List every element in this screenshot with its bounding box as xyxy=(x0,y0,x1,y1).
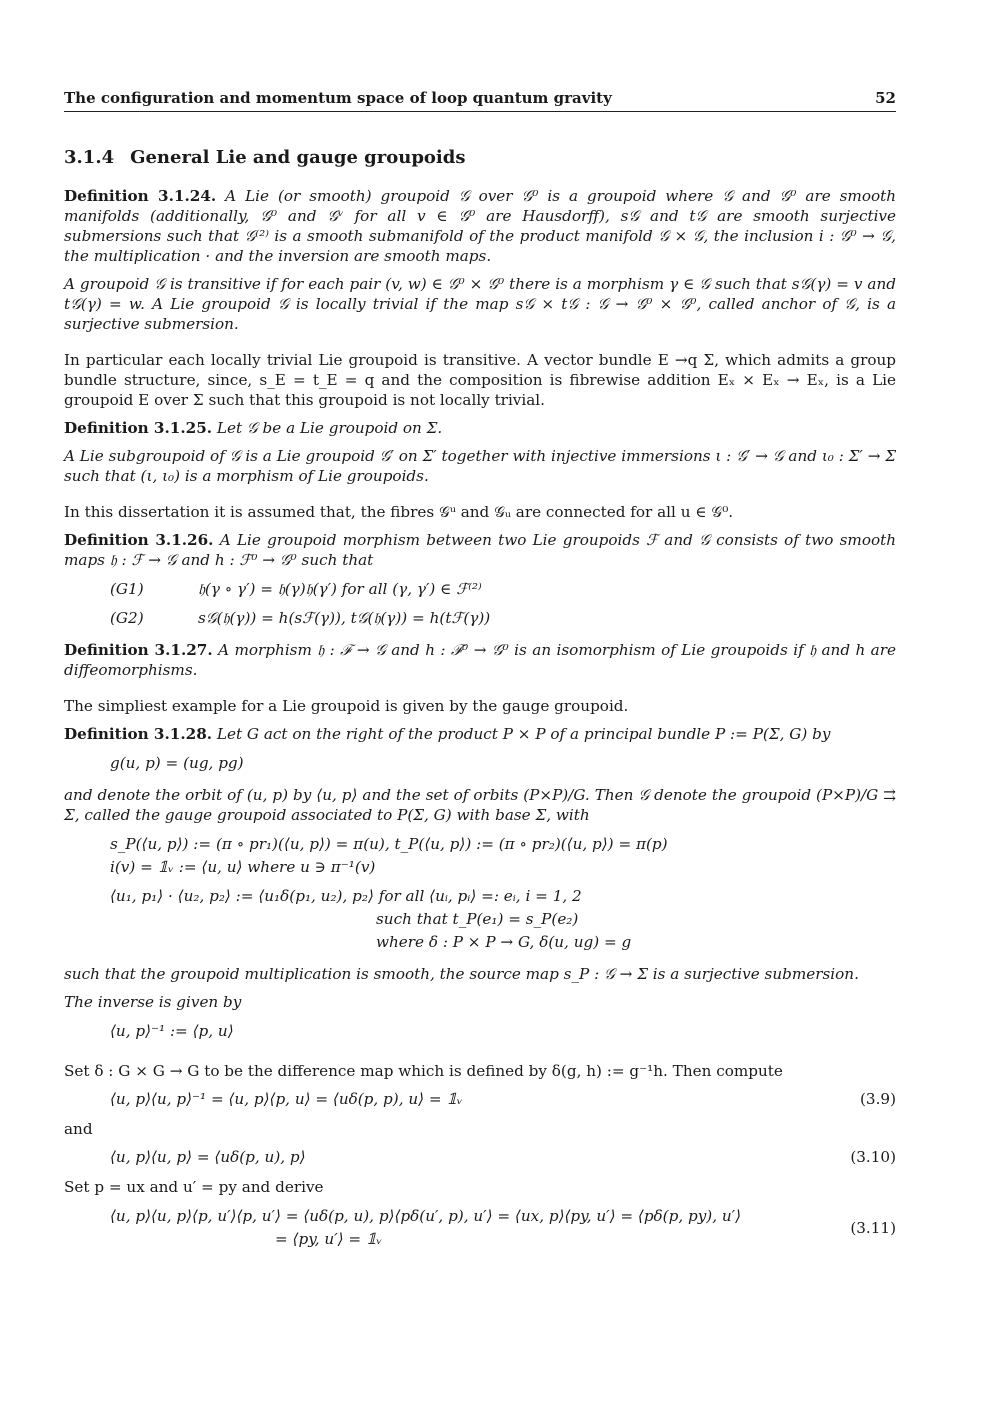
page xyxy=(64,88,896,1261)
condition-label: (G2) xyxy=(110,609,144,627)
equation-inverse xyxy=(110,1020,896,1043)
page-number: 52 xyxy=(875,89,896,107)
equation-source-target xyxy=(110,833,896,954)
definition-text: A Lie groupoid morphism between two Lie groupoids ℱ and 𝒢 consists of two smooth maps 𝔥 : ℱ → 𝒢 and h : ℱ⁰ → 𝒢⁰ such that xyxy=(64,531,897,569)
equation-line: ⟨u, p⟩⟨u, p⟩⟨p, u′⟩⟨p, u′⟩ = ⟨uδ(p, u), p⟩⟨pδ(u′, p), u′⟩ = ⟨ux, p⟩⟨py, u′⟩ = ⟨pδ(p, py), u′⟩ xyxy=(110,1207,742,1225)
paragraph-and: and xyxy=(64,1120,93,1138)
definition-3-1-28-orbits: and denote the orbit of (u, p) by ⟨u, p⟩ and the set of orbits (P×P)/G. Then 𝒢 denote the groupoid (P×P)/G ⇉ Σ, called the gauge groupoid associated to P(Σ, G) with base Σ, with xyxy=(64,786,896,824)
section-number: 3.1.4 xyxy=(64,147,115,168)
equation-3-10 xyxy=(110,1147,896,1167)
condition-label: (G1) xyxy=(110,580,144,598)
paragraph-difference-map: Set δ : G × G → G to be the difference map which is defined by δ(g, h) := g⁻¹h. Then compute xyxy=(64,1062,783,1080)
definition-text: A morphism 𝔥 : ℱ → 𝒢 and h : ℱ⁰ → 𝒢⁰ is an isomorphism of Lie groupoids if 𝔥 and h are diffeomorphisms. xyxy=(64,641,896,679)
paragraph-set-p: Set p = ux and u′ = py and derive xyxy=(64,1178,324,1196)
equation-3-9 xyxy=(110,1089,896,1109)
equation-line: such that t_P(e₁) = s_P(e₂) xyxy=(376,910,579,928)
equation-action xyxy=(110,752,896,775)
equation-line: g(u, p) = (ug, pg) xyxy=(110,754,244,772)
running-title: The configuration and momentum space of loop quantum gravity xyxy=(64,89,612,107)
definition-text: A Lie (or smooth) groupoid 𝒢 over 𝒢⁰ is a groupoid where 𝒢 and 𝒢⁰ are smooth manifolds (additionally, 𝒢⁰ and 𝒢ᵛ for all v ∈ 𝒢⁰ are Hausdorff), s𝒢 and t𝒢 are smooth surjective submersions such that 𝒢⁽²⁾ is a smooth submanifold of the product manifold 𝒢 × 𝒢, the inclusion i : 𝒢⁰ → 𝒢, the multiplication · and the inversion are smooth maps. xyxy=(64,187,897,265)
condition-formula: 𝔥(γ ∘ γ′) = 𝔥(γ)𝔥(γ′) for all (γ, γ′) ∈ ℱ⁽²⁾ xyxy=(198,580,482,598)
equation-line: where δ : P × P → G, δ(u, ug) = g xyxy=(376,933,632,951)
section-heading xyxy=(64,148,896,168)
equation-line: ⟨u, p⟩⁻¹ := ⟨p, u⟩ xyxy=(110,1022,234,1040)
definition-3-1-24 xyxy=(64,186,896,266)
equation-line: i(v) = 𝟙ᵥ := ⟨u, u⟩ where u ∋ π⁻¹(v) xyxy=(110,858,376,876)
definition-label: Definition 3.1.24. xyxy=(64,187,217,205)
equation-body: ⟨u, p⟩⟨u, p⟩ = ⟨uδ(p, u), p⟩ xyxy=(110,1148,306,1166)
definition-label: Definition 3.1.28. xyxy=(64,725,213,743)
definition-text: Let G act on the right of the product P × P of a principal bundle P := P(Σ, G) by xyxy=(216,725,831,743)
condition-g2 xyxy=(110,607,896,630)
definition-3-1-26 xyxy=(64,530,896,570)
equation-number: (3.11) xyxy=(850,1219,896,1237)
definition-3-1-28-smooth: such that the groupoid multiplication is smooth, the source map s_P : 𝒢 → Σ is a surjective submersion. xyxy=(64,965,859,983)
paragraph-fibres: In this dissertation it is assumed that, the fibres 𝒢ᵘ and 𝒢ᵤ are connected for all u ∈ 𝒢⁰. xyxy=(64,503,734,521)
section-title: General Lie and gauge groupoids xyxy=(130,147,466,168)
definition-3-1-24-transitive: A groupoid 𝒢 is transitive if for each pair (v, w) ∈ 𝒢⁰ × 𝒢⁰ there is a morphism γ ∈ 𝒢 such that s𝒢(γ) = v and t𝒢(γ) = w. A Lie groupoid 𝒢 is locally trivial if the map s𝒢 × t𝒢 : 𝒢 → 𝒢⁰ × 𝒢⁰, called anchor of 𝒢, is a surjective submersion. xyxy=(64,275,896,333)
definition-3-1-25-subgroupoid: A Lie subgroupoid of 𝒢 is a Lie groupoid 𝒢′ on Σ′ together with injective immersions ι : 𝒢′ → 𝒢 and ι₀ : Σ′ → Σ such that (ι, ι₀) is a morphism of Lie groupoids. xyxy=(64,447,896,485)
paragraph-vector-bundle: In particular each locally trivial Lie groupoid is transitive. A vector bundle E →q Σ, which admits a group bundle structure, since, s_E = t_E = q and the composition is fibrewise addition Eₓ × Eₓ → Eₓ, is a Lie groupoid E over Σ such that this groupoid is not locally trivial. xyxy=(64,351,896,409)
equation-line: ⟨u₁, p₁⟩ · ⟨u₂, p₂⟩ := ⟨u₁δ(p₁, u₂), p₂⟩ for all ⟨uᵢ, pᵢ⟩ =: eᵢ, i = 1, 2 xyxy=(110,887,582,905)
definition-3-1-25 xyxy=(64,418,896,438)
definition-3-1-28 xyxy=(64,724,896,744)
equation-number: (3.9) xyxy=(859,1090,896,1108)
definition-label: Definition 3.1.27. xyxy=(64,641,213,659)
equation-line: = ⟨py, u′⟩ = 𝟙ᵥ xyxy=(275,1230,383,1248)
equation-number: (3.10) xyxy=(850,1148,896,1166)
running-header xyxy=(64,88,896,112)
definition-label: Definition 3.1.26. xyxy=(64,531,214,549)
definition-3-1-27 xyxy=(64,640,896,680)
definition-3-1-28-inverse: The inverse is given by xyxy=(64,993,242,1011)
equation-body: ⟨u, p⟩⟨u, p⟩⁻¹ = ⟨u, p⟩⟨p, u⟩ = ⟨uδ(p, p), u⟩ = 𝟙ᵥ xyxy=(110,1090,463,1108)
paragraph-gauge-intro: The simpliest example for a Lie groupoid is given by the gauge groupoid. xyxy=(64,697,629,715)
equation-line: s_P(⟨u, p⟩) := (π ∘ pr₁)(⟨u, p⟩) = π(u), t_P(⟨u, p⟩) := (π ∘ pr₂)(⟨u, p⟩) = π(p) xyxy=(110,835,668,853)
condition-g1 xyxy=(110,578,896,601)
morphism-conditions xyxy=(110,578,896,630)
definition-text: Let 𝒢 be a Lie groupoid on Σ. xyxy=(216,419,443,437)
equation-body xyxy=(110,1205,741,1251)
equation-3-11 xyxy=(110,1205,896,1251)
condition-formula: s𝒢(𝔥(γ)) = h(sℱ(γ)), t𝒢(𝔥(γ)) = h(tℱ(γ)) xyxy=(198,609,491,627)
definition-label: Definition 3.1.25. xyxy=(64,419,213,437)
